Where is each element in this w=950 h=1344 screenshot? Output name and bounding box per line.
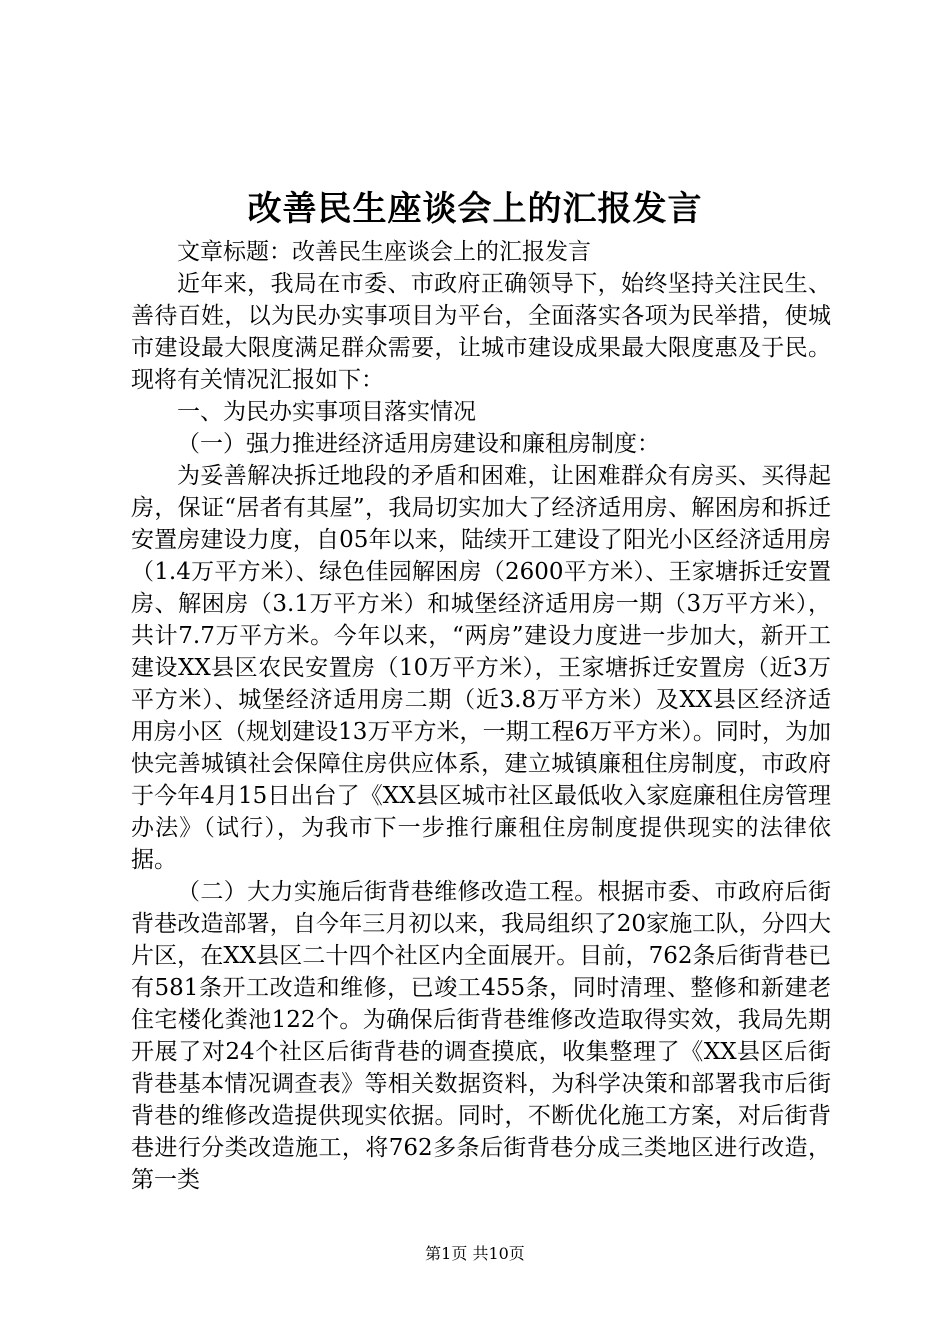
housing-paragraph: 为妥善解决拆迁地段的矛盾和困难，让困难群众有房买、买得起房，保证“居者有其屋”，我局切实加大了经济适用房、解困房和拆迁安置房建设力度，自05年以来，陆续开工建设了阳光小区经济适用房（1.4万平方米）、绿色佳园解困房（2600平方米）、王家塘拆迁安置房、解困房（3.1万平方米）和城堡经济适用房一期（3万平方米），共计7.7万平方米。今年以来，“两房”建设力度进一步加大，新开工建设XX县区农民安置房（10万平方米），王家塘拆迁安置房（近3万平方米）、城堡经济适用房二期（近3.8万平方米）及XX县区经济适用房小区（规划建设13万平方米，一期工程6万平方米）。同时，为加快完善城镇社会保障住房供应体系，建立城镇廉租住房制度，市政府于今年4月15日出台了《XX县区城市社区最低收入家庭廉租住房管理办法》（试行），为我市下一步推行廉租住房制度提供现实的法律依据。 xyxy=(131,463,831,873)
subsection-heading-1: （一）强力推进经济适用房建设和廉租房制度： xyxy=(177,431,660,457)
page-footer: 第1页 共10页 xyxy=(425,1244,525,1263)
back-street-paragraph: （二）大力实施后街背巷维修改造工程。根据市委、市政府后街背巷改造部署，自今年三月初以来，我局组织了20家施工队，分四大片区，在XX县区二十四个社区内全面展开。目前，762条后街背巷已有581条开工改造和维修，已竣工455条，同时清理、整修和新建老住宅楼化粪池122个。为确保后街背巷维修改造取得实效，我局先期开展了对24个社区后街背巷的调查摸底，收集整理了《XX县区后街背巷基本情况调查表》等相关数据资料，为科学决策和部署我市后街背巷的维修改造提供现实依据。同时，不断优化施工方案，对后街背巷进行分类改造施工，将762多条后街背巷分成三类地区进行改造，第一类 xyxy=(131,879,831,1193)
document-body xyxy=(131,236,831,1196)
document-title: 改善民生座谈会上的汇报发言 xyxy=(247,189,703,229)
intro-paragraph: 近年来，我局在市委、市政府正确领导下，始终坚持关注民生、善待百姓，以为民办实事项目为平台，全面落实各项为民举措，使城市建设最大限度满足群众需要，让城市建设成果最大限度惠及于民。现将有关情况汇报如下： xyxy=(131,271,831,393)
section-heading-1: 一、为民办实事项目落实情况 xyxy=(177,399,476,425)
article-title-line: 文章标题：改善民生座谈会上的汇报发言 xyxy=(177,239,591,265)
